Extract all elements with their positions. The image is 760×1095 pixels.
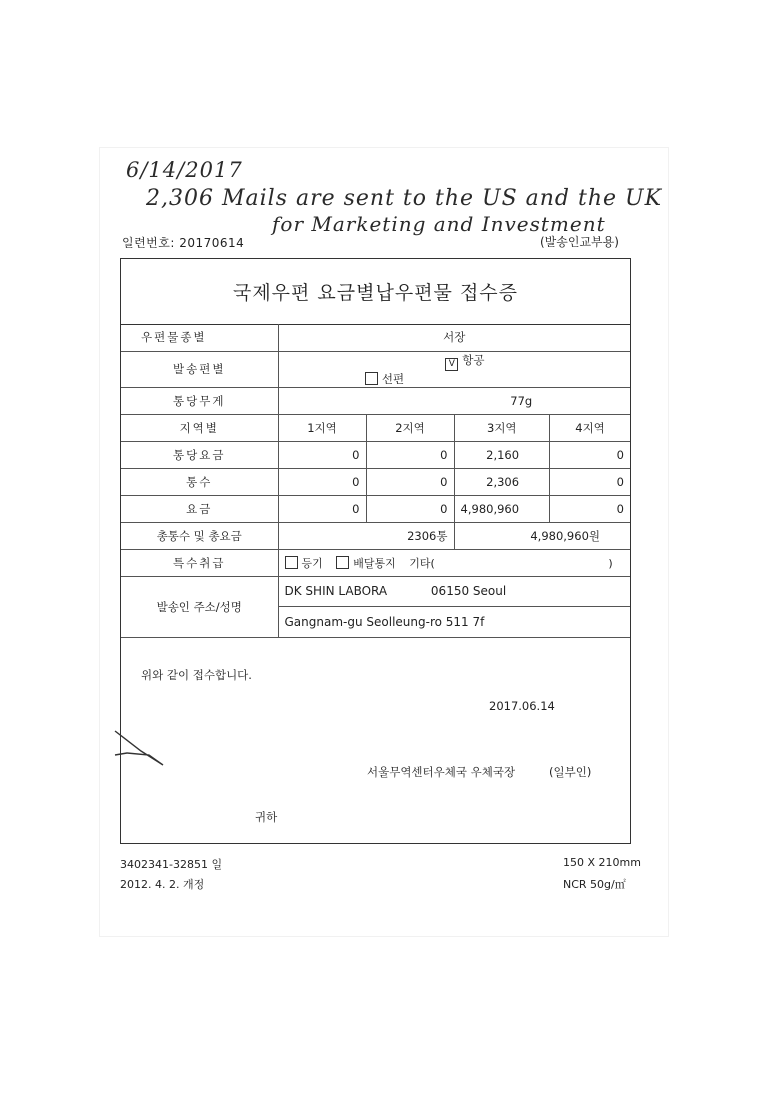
handwritten-date: 6/14/2017 <box>126 158 243 182</box>
sender-label: 발송인 주소/성명 <box>121 576 278 637</box>
row-mail-type <box>121 324 630 351</box>
zone-2: 2지역 <box>366 414 454 441</box>
total-count: 2306통 <box>278 522 454 549</box>
delivery-notice-checkbox[interactable] <box>336 556 349 569</box>
other-close: ) <box>608 556 613 570</box>
fee-zone-2: 0 <box>366 495 454 522</box>
fee-zone-3: 4,980,960 <box>454 495 550 522</box>
registered-checkbox[interactable] <box>285 556 298 569</box>
registered-label: 등기 <box>301 556 323 570</box>
weight-label: 통당무게 <box>121 387 278 414</box>
label-mail-type <box>121 324 278 351</box>
count-label: 통수 <box>121 468 278 495</box>
rate-zone-4: 0 <box>550 441 630 468</box>
sender-name-cell <box>278 576 630 606</box>
air-label: 항공 <box>462 352 485 367</box>
row-fee <box>121 495 630 522</box>
other-label: 기타( <box>409 556 435 570</box>
handwritten-line-1: 2,306 Mails are sent to the US and the UK <box>146 186 662 211</box>
row-weight <box>121 387 630 414</box>
row-sender-1 <box>121 576 630 606</box>
paper-size: 150 X 210mm <box>563 856 641 869</box>
delivery-notice-label: 배달통지 <box>353 556 396 570</box>
delivery-options <box>278 351 630 387</box>
handwritten-mark <box>113 725 183 779</box>
row-zones <box>121 414 630 441</box>
fee-zone-4: 0 <box>550 495 630 522</box>
fee-label: 요금 <box>121 495 278 522</box>
total-label: 총통수 및 총요금 <box>121 522 278 549</box>
receipt-form <box>120 258 631 844</box>
form-title: 국제우편 요금별납우편물 접수증 <box>121 259 630 325</box>
row-special <box>121 549 630 576</box>
total-fee: 4,980,960원 <box>454 522 630 549</box>
receipt-statement-area <box>121 641 630 843</box>
count-zone-1: 0 <box>278 468 366 495</box>
sender-postal: 06150 Seoul <box>430 584 507 598</box>
zone-4: 4지역 <box>550 414 630 441</box>
paper-weight: NCR 50g/㎡ <box>563 878 626 891</box>
form-number: 3402341-32851 일 <box>120 858 223 871</box>
special-label: 특수취급 <box>121 549 278 576</box>
rate-zone-3: 2,160 <box>454 441 550 468</box>
row-count <box>121 468 630 495</box>
special-options <box>278 549 630 576</box>
air-option[interactable] <box>285 352 485 371</box>
sender-name: DK SHIN LABORA <box>284 584 388 598</box>
rate-label: 통당요금 <box>121 441 278 468</box>
rate-zone-1: 0 <box>278 441 366 468</box>
sea-checkbox[interactable] <box>365 372 378 385</box>
weight-value: 77g <box>278 387 630 414</box>
rate-zone-2: 0 <box>366 441 454 468</box>
zone-1: 1지역 <box>278 414 366 441</box>
form-revision: 2012. 4. 2. 개정 <box>120 878 205 891</box>
copy-type: (발송인교부용) <box>540 235 619 249</box>
sea-label: 선편 <box>381 371 405 386</box>
row-delivery <box>121 351 630 387</box>
sender-address: Gangnam-gu Seolleung-ro 511 7f <box>278 606 630 637</box>
postmark-seal: (일부인) <box>549 765 592 779</box>
receipt-statement: 위와 같이 접수합니다. <box>141 668 252 682</box>
serial-number: 일련번호: 20170614 <box>122 236 245 250</box>
recipient-honorific: 귀하 <box>255 810 278 824</box>
count-zone-2: 0 <box>366 468 454 495</box>
sea-option[interactable] <box>285 371 485 387</box>
post-office-name: 서울무역센터우체국 우체국장 <box>367 765 516 779</box>
handwritten-line-2: for Marketing and Investment <box>272 212 606 236</box>
air-checkbox[interactable]: V <box>445 358 458 371</box>
mail-type-label: 우편물종별 <box>141 330 207 345</box>
count-zone-3: 2,306 <box>454 468 550 495</box>
fee-zone-1: 0 <box>278 495 366 522</box>
row-total <box>121 522 630 549</box>
receipt-date: 2017.06.14 <box>489 699 555 713</box>
row-rate <box>121 441 630 468</box>
zone-label: 지역별 <box>121 414 278 441</box>
zone-3: 3지역 <box>454 414 550 441</box>
form-table <box>121 324 630 638</box>
delivery-label: 발송편별 <box>121 351 278 387</box>
count-zone-4: 0 <box>550 468 630 495</box>
mail-type-value: 서장 <box>278 324 630 351</box>
